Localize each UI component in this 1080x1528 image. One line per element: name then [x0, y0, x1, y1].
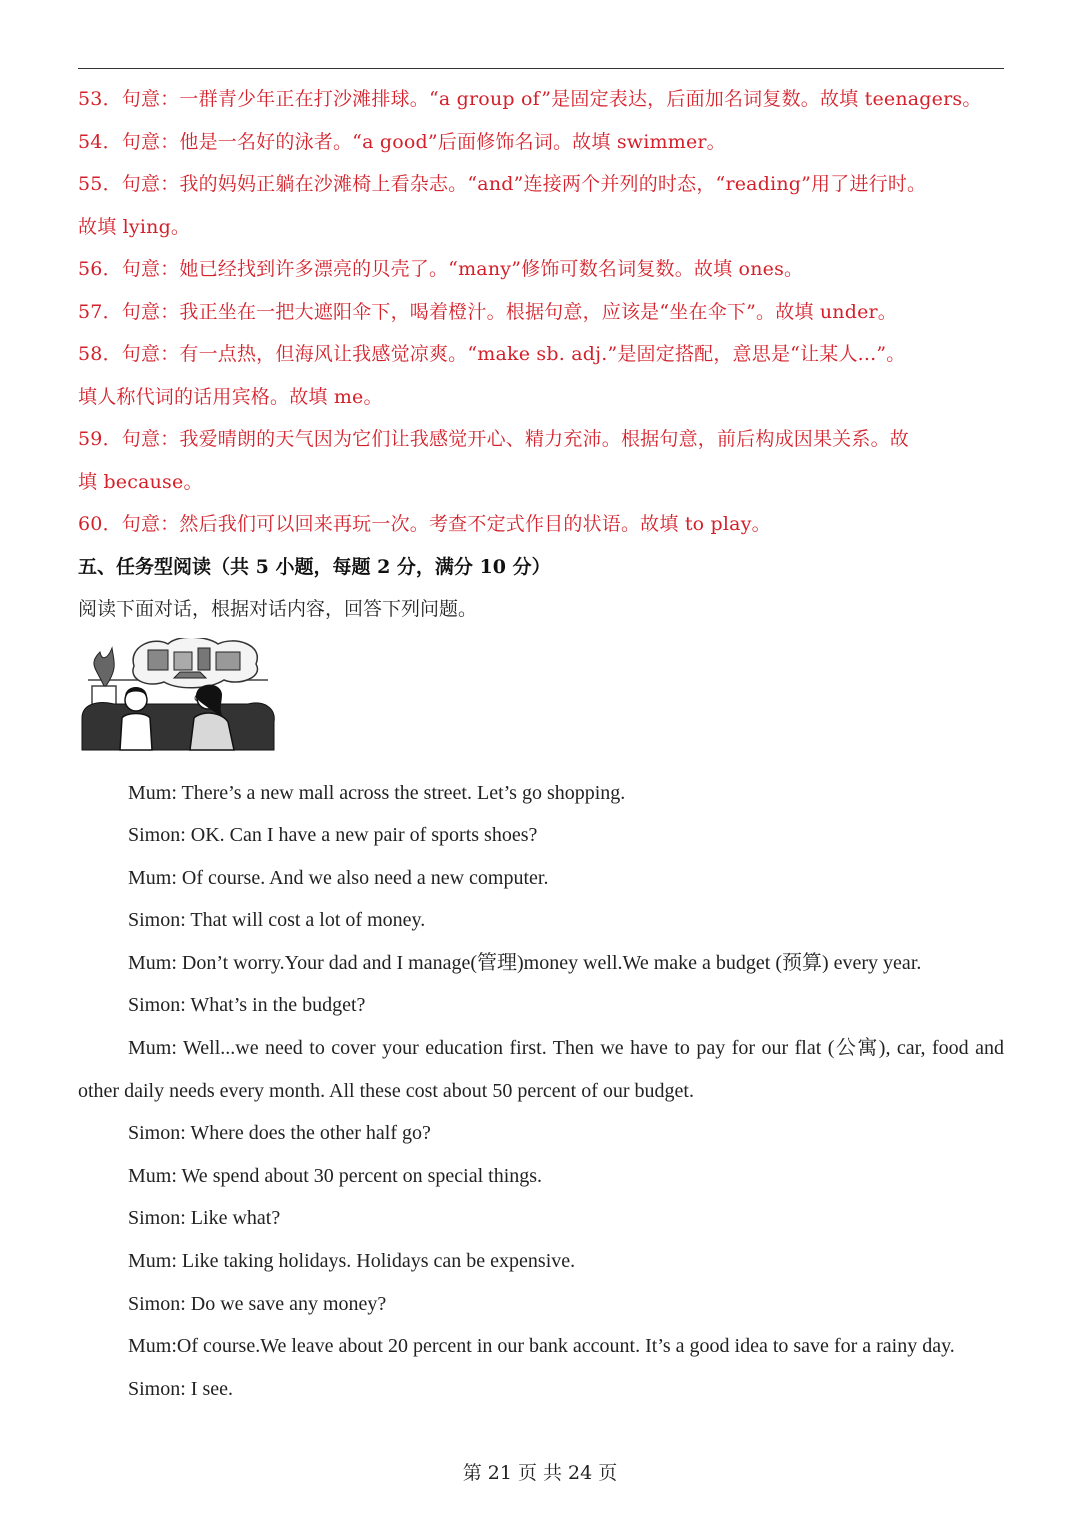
answer-58-cont: 填人称代词的话用宾格。故填 me。 [78, 385, 383, 408]
dialogue-line: Mum: We spend about 30 percent on special things. [128, 1164, 543, 1187]
dialogue-line: Simon: Do we save any money? [128, 1292, 387, 1315]
dialogue-line: Simon: What’s in the budget? [128, 994, 366, 1017]
answer-60: 60．句意：然后我们可以回来再玩一次。考查不定式作目的状语。故填 to play。 [78, 513, 771, 535]
illustration [78, 638, 1004, 760]
answer-55: 55．句意：我的妈妈正躺在沙滩椅上看杂志。“and”连接两个并列的时态，“reading”用了进行时。 [78, 173, 927, 195]
answer-57: 57．句意：我正坐在一把大遮阳伞下，喝着橙汁。根据句意，应该是“坐在伞下”。故填 under。 [78, 300, 898, 323]
answer-59-cont: 填 because。 [78, 470, 203, 493]
dialogue-line: Mum: Like taking holidays. Holidays can be expensive. [128, 1250, 576, 1273]
dialogue-line: Simon: I see. [128, 1377, 233, 1400]
answer-54: 54．句意：他是一名好的泳者。“a good”后面修饰名词。故填 swimmer。 [78, 130, 726, 153]
dialogue-line: Simon: That will cost a lot of money. [128, 909, 426, 932]
answer-53: 53．句意：一群青少年正在打沙滩排球。“a group of”是固定表达，后面加名词复数。故填 teenagers。 [78, 88, 982, 110]
page-content [78, 78, 1004, 1410]
mum-and-simon-illustration [78, 638, 278, 756]
answer-55-cont: 故填 lying。 [78, 215, 191, 238]
section-title: 五、任务型阅读（共 5 小题，每题 2 分，满分 10 分） [78, 555, 551, 578]
header-rule [78, 68, 1004, 69]
dialogue-line: Simon: OK. Can I have a new pair of sports shoes? [128, 824, 538, 847]
answer-59: 59．句意：我爱晴朗的天气因为它们让我感觉开心、精力充沛。根据句意，前后构成因果关系。故 [78, 428, 909, 450]
dialogue-line: Simon: Like what? [128, 1207, 281, 1230]
section-instruction: 阅读下面对话，根据对话内容，回答下列问题。 [78, 598, 478, 620]
answer-58: 58．句意：有一点热，但海风让我感觉凉爽。“make sb. adj.”是固定搭配，意思是“让某人...”。 [78, 343, 906, 365]
page-number: 第 21 页 共 24 页 [462, 1462, 618, 1484]
dialogue-line: Mum: There’s a new mall across the street. Let’s go shopping. [128, 781, 626, 804]
dialogue-line: Mum:Of course.We leave about 20 percent in our bank account. It’s a good idea to save for a rainy day. [128, 1335, 955, 1358]
answer-56: 56．句意：她已经找到许多漂亮的贝壳了。“many”修饰可数名词复数。故填 ones。 [78, 258, 804, 280]
dialogue-line: Mum: Don’t worry.Your dad and I manage(管理)money well.We make a budget (预算) every year. [128, 951, 922, 974]
dialogue-line: Mum: Well...we need to cover your education first. Then we have to pay for our flat (公寓), car, food and other daily needs every month. All these cost about 50 percent of our budget. [78, 1037, 1004, 1102]
dialogue-line: Mum: Of course. And we also need a new computer. [128, 866, 549, 889]
dialogue-line: Simon: Where does the other half go? [128, 1122, 431, 1145]
